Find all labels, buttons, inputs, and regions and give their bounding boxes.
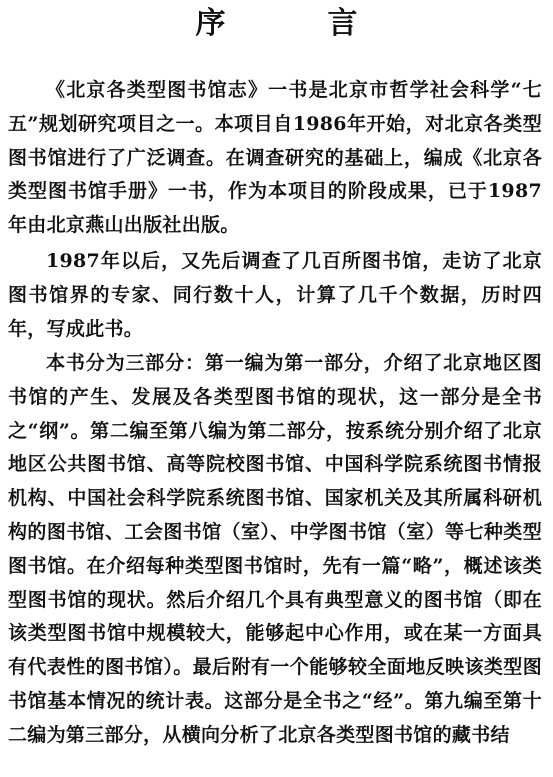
- paragraph-1: 《北京各类型图书馆志》一书是北京市哲学社会科学“七五”规划研究项目之一。本项目自1986年开始，对北京各类型图书馆进行了广泛调查。在调查研究的基础上，编成《北京各类型图书馆手册》一书，作为本项目的阶段成果，已于1987年由北京燕山出版社出版。: [8, 79, 542, 237]
- paragraph-3: 本书分为三部分：第一编为第一部分，介绍了北京地区图书馆的产生、发展及各类型图书馆的现状，这一部分是全书之“纲”。第二编至第八编为第二部分，按系统分别介绍了北京地区公共图书馆、高等院校图书馆、中国科学院系统图书情报机构、中国社会科学院系统图书馆、国家机关及其所属科研机构的图书馆、工会图书馆（室）、中学图书馆（室）等七种类型图书馆。在介绍每种类型图书馆时，先有一篇“略”，概述该类型图书馆的现状。然后介绍几个具有典型意义的图书馆（即在该类型图书馆中规模较大，能够起中心作用，或在某一方面具有代表性的图书馆）。最后附有一个能够较全面地反映该类型图书馆基本情况的统计表。这部分是全书之“经”。第九编至第十二编为第三部分，从横向分析了北京各类型图书馆的藏书结: [8, 352, 542, 746]
- page-title: 序 言: [195, 6, 394, 41]
- paragraph-2: 1987年以后，又先后调查了几百所图书馆，走访了北京图书馆界的专家、同行数十人，计算了几千个数据，历时四年，写成此书。: [8, 250, 542, 340]
